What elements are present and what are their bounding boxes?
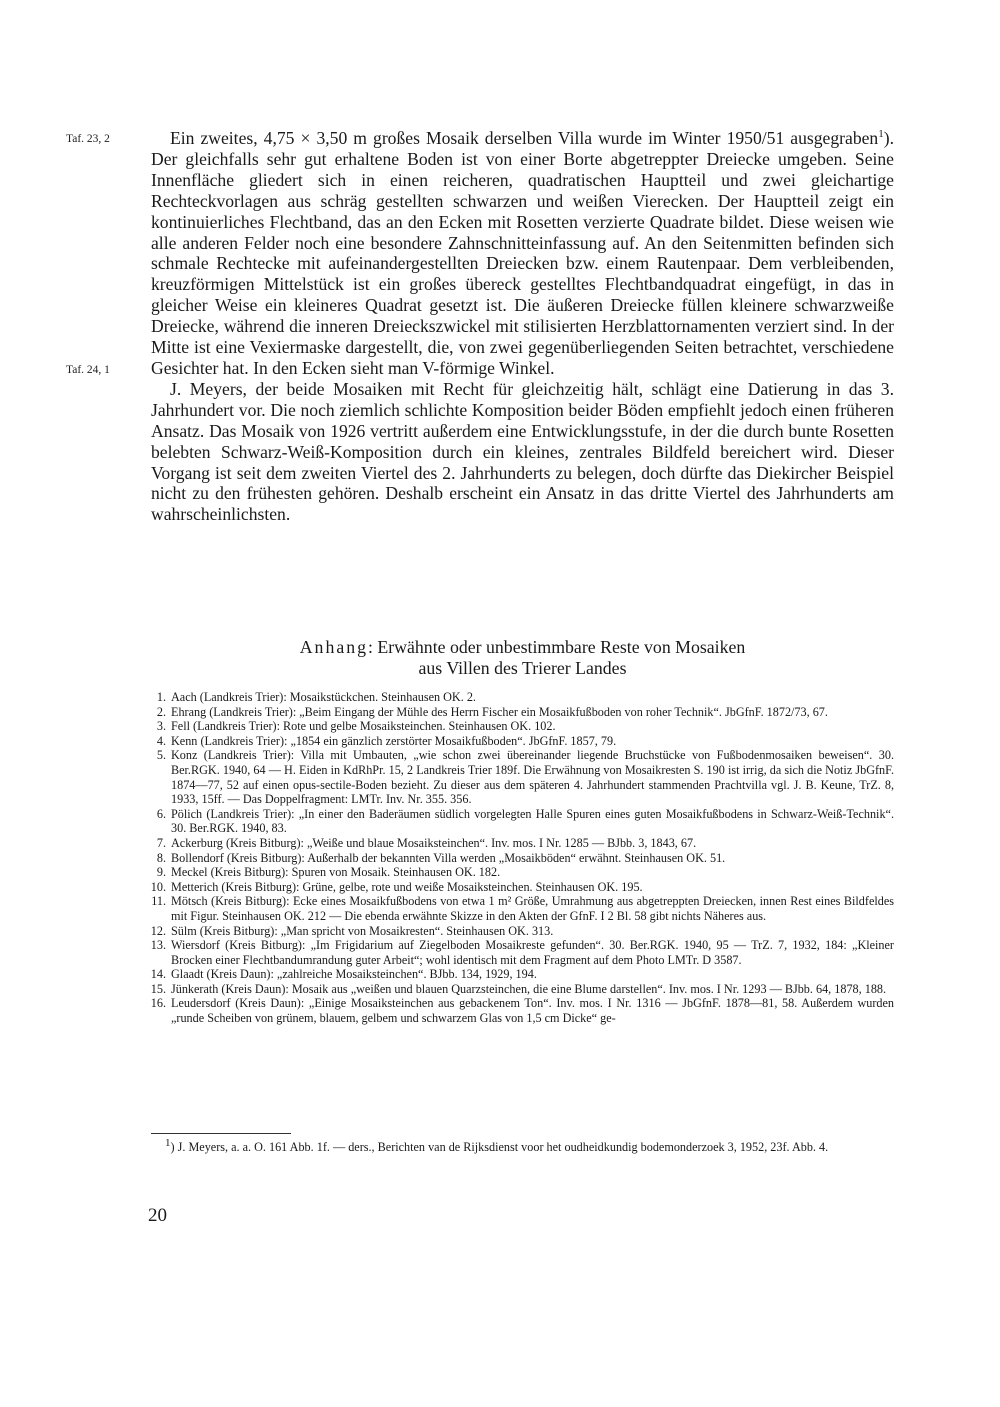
list-item [137,865,894,880]
list-item-number: 5. [156,748,166,763]
paragraph-1 [151,128,894,379]
list-item [137,705,894,720]
list-item-text: Ackerburg (Kreis Bitburg): „Weiße und blaue Mosaiksteinchen“. Inv. mos. I Nr. 1285 — BJbb. 3, 1843, 67. [171,835,697,850]
list-item-number: 9. [156,865,166,880]
appendix-label: Anhang [299,637,369,657]
page-number: 20 [148,1205,167,1226]
margin-note-plate-23: Taf. 23, 2 [66,133,110,145]
appendix-title [151,637,894,679]
list-item-text: Leudersdorf (Kreis Daun): „Einige Mosaiksteinchen aus gebackenem Ton“. Inv. mos. I Nr. 1316 — JbGfnF. 1878—81, 58. Außerdem wurden „runde Scheiben von grünem, blauem, gelbem und schwarzem Glas von 1,5 cm Dicke“ ge- [171,996,894,1026]
list-item-text: Pölich (Landkreis Trier): „In einer den Baderäumen südlich vorgelegten Halle Spuren eines guten Mosaikfußbodens in Schwarz-Weiß-Technik“. 30. Ber.RGK. 1940, 83. [171,806,894,836]
list-item-number: 6. [156,806,166,821]
list-item [137,836,894,851]
list-item [137,938,894,967]
list-item-number: 1. [156,690,166,704]
footnote-text: ) J. Meyers, a. a. O. 161 Abb. 1f. — ders., Berichten van de Rijksdienst voor het oudheidkundig bodemonderzoek 3, 1952, 23f. Abb. 4. [170,1140,829,1154]
list-item-number: 10. [150,879,166,894]
list-item-number: 13. [150,938,166,953]
list-item-text: Glaadt (Kreis Daun): „zahlreiche Mosaiksteinchen“. BJbb. 134, 1929, 194. [171,967,537,982]
list-item-text: Kenn (Landkreis Trier): „1854 ein gänzlich zerstörter Mosaikfußboden“. JbGfnF. 1857, 79. [171,733,617,748]
list-item-number: 16. [150,996,166,1011]
paragraph-1-text: Ein zweites, 4,75 × 3,50 m großes Mosaik derselben Villa wurde im Winter 1950/51 ausgegraben [170,128,879,148]
footnote-ref: 1 [878,128,884,141]
list-item-number: 3. [156,719,166,734]
footnote-mark: 1 [165,1136,171,1149]
list-item-text: Konz (Landkreis Trier): Villa mit Umbauten, „wie schon zwei übereinander liegende Bruchstücke von Fußbodenmosaiken beweisen“. 30. Ber.RGK. 1940, 64 — H. Eiden in KdRhPr. 15, 2 Landkreis Trier 189f. Die Erwähnung von Mosaikresten S. 190 ist irrig, da sich die Notiz JbGfnF. 1874—77, 52 auf einen opus-sectile-Boden bezieht. Zu dieser aus dem späteren 4. Jahrhundert stammenden Prachtvilla vgl. J. B. Keune, TrZ. 8, 1933, 15ff. — Das Doppelfragment: LMTr. Inv. Nr. 355. 356. [171,748,894,807]
list-item-number: 4. [156,733,166,748]
appendix-title-line2: aus Villen des Trierer Landes [418,658,627,678]
list-item-text: Wiersdorf (Kreis Bitburg): „Im Frigidarium auf Ziegelboden Mosaikreste gefunden“. 30. Ber.RGK. 1940, 95 — TrZ. 7, 1932, 184: „Kleiner Brocken einer Flechtbandumrandung guter Arbeit“; wohl identisch mit dem Fragment auf dem Photo LMTr. D 3587. [171,938,894,967]
appendix-title-line1: : Erwähnte oder unbestimmbare Reste von Mosaiken [368,637,746,657]
list-item [137,719,894,734]
list-item-text: Meckel (Kreis Bitburg): Spuren von Mosaik. Steinhausen OK. 182. [171,865,501,880]
list-item [137,982,894,997]
list-item-number: 14. [150,967,166,982]
mosaic-site-list [137,690,894,1026]
list-item-number: 8. [156,850,166,865]
list-item [137,880,894,895]
list-item-text: Fell (Landkreis Trier): Rote und gelbe Mosaiksteinchen. Steinhausen OK. 102. [171,719,556,734]
list-item-number: 7. [156,835,166,850]
list-item-number: 12. [150,923,166,938]
list-item-text: Metterich (Kreis Bitburg): Grüne, gelbe, rote und weiße Mosaiksteinchen. Steinhausen OK. 195. [171,879,643,894]
list-item-number: 15. [150,981,166,996]
paragraph-1-text-cont: ). Der gleichfalls sehr gut erhaltene Boden ist von einer Borte abgetreppter Dreiecke umgeben. Seine Innenfläche gliedert sich in einen reicheren, quadratischen Hauptteil und zwei gleichartige Rechteckvorlagen aus schräg gestellten schwarzen und weißen Vierecken. Der Hauptteil zeigt ein kontinuierliches Flechtband, das an den Ecken mit Rosetten verzierte Quadrate bildet. Diese weisen wie alle anderen Felder noch eine besondere Zahnschnitteinfassung auf. An den Seitenmitten befinden sich schmale Rechtecke mit aufeinandergestellten Dreiecken bzw. einem Rautenpaar. Dem verbleibenden, kreuzförmigen Mittelstück ist ein großes übereck gestelltes Flechtbandquadrat eingefügt, in das in gleicher Weise ein kleineres Quadrat gesetzt ist. Die äußeren Dreiecke füllen kleinere schwarzweiße Dreiecke, während die inneren Dreieckszwickel mit stilisierten Herzblattornamenten verziert sind. In der Mitte ist eine Vexiermaske dargestellt, die, von zwei gegenüberliegenden Seiten betrachtet, verschiedene Gesichter hat. In den Ecken sieht man V-förmige Winkel. [151,128,894,378]
list-item [137,924,894,939]
list-item-number: 11. [151,894,166,909]
list-item [137,807,894,836]
list-item [137,851,894,866]
list-item-text: Mötsch (Kreis Bitburg): Ecke eines Mosaikfußbodens von etwa 1 m² Größe, Umrahmung aus abgetreppten Dreiecken, innen Rest eines Bildfeldes mit Figur. Steinhausen OK. 212 — Die ebenda erwähnte Skizze in den Akten der GfnF. I 2 Bl. 58 gibt nichts Näheres aus. [171,894,894,923]
list-item-text: Ehrang (Landkreis Trier): „Beim Eingang der Mühle des Herrn Fischer ein Mosaikfußboden von roher Technik“. JbGfnF. 1872/73, 67. [171,704,828,719]
list-item-text: Bollendorf (Kreis Bitburg): Außerhalb der bekannten Villa werden „Mosaikböden“ erwähnt. Steinhausen OK. 51. [171,850,726,865]
margin-note-plate-24: Taf. 24, 1 [66,364,110,376]
list-item [137,967,894,982]
footnote [151,1136,894,1155]
footnote-rule [151,1133,291,1134]
paragraph-2: J. Meyers, der beide Mosaiken mit Recht für gleichzeitig hält, schlägt eine Datierung in das 3. Jahrhundert vor. Die noch ziemlich schlichte Komposition beider Böden empfiehlt jedoch einen früheren Ansatz. Das Mosaik von 1926 vertritt außerdem eine Entwicklungsstufe, in der die durch bunte Rosetten belebten Schwarz-Weiß-Komposition durch ein kleines, zentrales Bildfeld bereichert wird. Dieser Vorgang ist seit dem zweiten Viertel des 2. Jahrhunderts zu belegen, doch dürfte das Diekircher Beispiel nicht zu den frühesten gehören. Deshalb erscheint ein Ansatz in das dritte Viertel des Jahrhunderts am wahrscheinlichsten. [151,378,894,525]
list-item [137,748,894,806]
list-item [137,690,894,705]
list-item-text: Jünkerath (Kreis Daun): Mosaik aus „weißen und blauen Quarzsteinchen, die eine Blume darstellen“. Inv. mos. I Nr. 1293 — BJbb. 64, 1878, 188. [171,981,887,996]
list-item [137,894,894,923]
list-item-text: Sülm (Kreis Bitburg): „Man spricht von Mosaikresten“. Steinhausen OK. 313. [171,923,554,938]
list-item [137,996,894,1025]
list-item [137,734,894,749]
list-item-number: 2. [156,704,166,719]
body-text [151,128,894,525]
list-item-text: Aach (Landkreis Trier): Mosaikstückchen. Steinhausen OK. 2. [171,690,476,704]
